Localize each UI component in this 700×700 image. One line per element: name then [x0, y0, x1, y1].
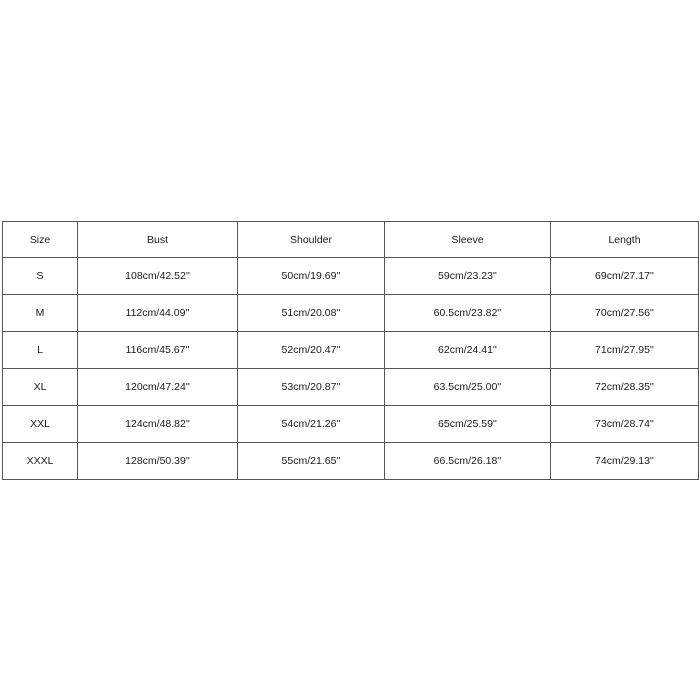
- cell-size: XL: [3, 369, 78, 406]
- cell-shoulder: 53cm/20.87'': [238, 369, 385, 406]
- cell-length: 70cm/27.56'': [551, 295, 699, 332]
- cell-size: L: [3, 332, 78, 369]
- cell-size: S: [3, 258, 78, 295]
- table-row: [3, 295, 699, 332]
- header-bust: Bust: [78, 222, 238, 258]
- cell-length: 69cm/27.17'': [551, 258, 699, 295]
- cell-length: 72cm/28.35'': [551, 369, 699, 406]
- table-row: [3, 369, 699, 406]
- cell-length: 73cm/28.74'': [551, 406, 699, 443]
- cell-size: XXL: [3, 406, 78, 443]
- cell-sleeve: 66.5cm/26.18'': [385, 443, 551, 480]
- cell-size: XXXL: [3, 443, 78, 480]
- table-header-row: [3, 222, 699, 258]
- cell-sleeve: 59cm/23.23'': [385, 258, 551, 295]
- cell-bust: 128cm/50.39'': [78, 443, 238, 480]
- cell-shoulder: 52cm/20.47'': [238, 332, 385, 369]
- cell-sleeve: 62cm/24.41'': [385, 332, 551, 369]
- cell-bust: 116cm/45.67'': [78, 332, 238, 369]
- table-row: [3, 443, 699, 480]
- cell-shoulder: 51cm/20.08'': [238, 295, 385, 332]
- header-length: Length: [551, 222, 699, 258]
- cell-sleeve: 65cm/25.59'': [385, 406, 551, 443]
- cell-size: M: [3, 295, 78, 332]
- table-row: [3, 406, 699, 443]
- cell-bust: 108cm/42.52'': [78, 258, 238, 295]
- cell-bust: 112cm/44.09'': [78, 295, 238, 332]
- cell-sleeve: 63.5cm/25.00'': [385, 369, 551, 406]
- cell-shoulder: 50cm/19.69'': [238, 258, 385, 295]
- table-row: [3, 258, 699, 295]
- cell-shoulder: 55cm/21.65'': [238, 443, 385, 480]
- cell-shoulder: 54cm/21.26'': [238, 406, 385, 443]
- cell-length: 71cm/27.95'': [551, 332, 699, 369]
- cell-bust: 124cm/48.82'': [78, 406, 238, 443]
- header-shoulder: Shoulder: [238, 222, 385, 258]
- header-sleeve: Sleeve: [385, 222, 551, 258]
- size-chart-table: [2, 221, 699, 480]
- table-row: [3, 332, 699, 369]
- header-size: Size: [3, 222, 78, 258]
- cell-sleeve: 60.5cm/23.82'': [385, 295, 551, 332]
- cell-bust: 120cm/47.24'': [78, 369, 238, 406]
- cell-length: 74cm/29.13'': [551, 443, 699, 480]
